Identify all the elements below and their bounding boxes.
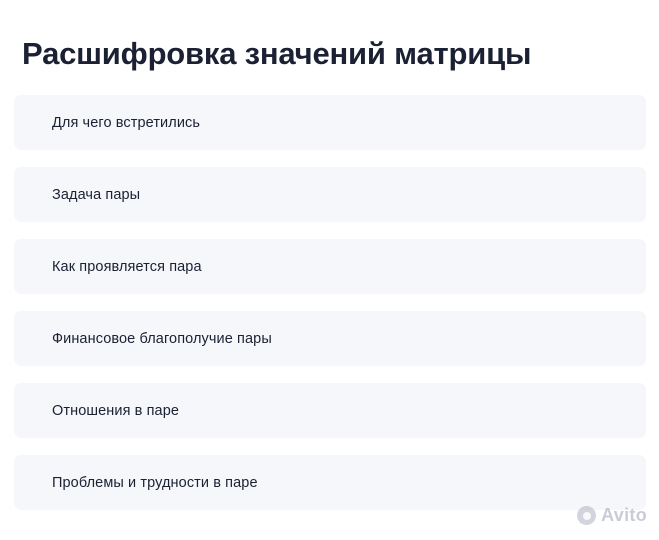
avito-logo-icon — [577, 506, 596, 525]
accordion-item-label: Как проявляется пара — [52, 258, 202, 275]
accordion-item-label: Задача пары — [52, 186, 141, 203]
accordion-item-5[interactable] — [14, 455, 646, 510]
accordion-list — [14, 95, 646, 527]
accordion-item-0[interactable] — [14, 95, 646, 150]
accordion-item-label: Финансовое благополучие пары — [52, 330, 272, 347]
page-title: Расшифровка значений матрицы — [22, 35, 532, 71]
accordion-item-label: Проблемы и трудности в паре — [52, 474, 258, 491]
accordion-item-3[interactable] — [14, 311, 646, 366]
accordion-item-2[interactable] — [14, 239, 646, 294]
watermark — [577, 505, 647, 526]
accordion-item-label: Для чего встретились — [52, 114, 201, 131]
accordion-item-1[interactable] — [14, 167, 646, 222]
accordion-item-4[interactable] — [14, 383, 646, 438]
accordion-item-label: Отношения в паре — [52, 402, 180, 419]
watermark-label: Avito — [601, 505, 647, 525]
